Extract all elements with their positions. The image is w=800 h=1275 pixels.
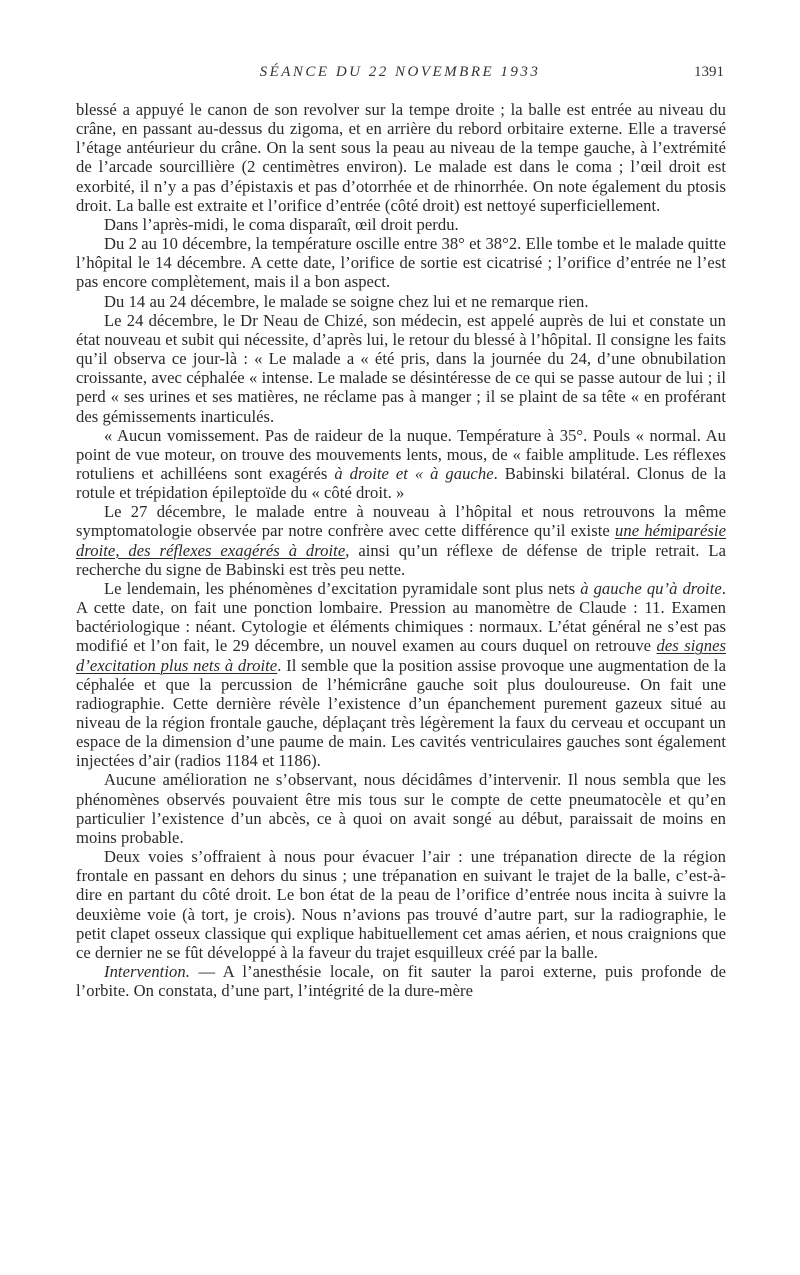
paragraph-text: — A l’anesthésie locale, on fit sauter la paroi externe, puis profonde de l’orbite. On constata, d’une part, l’intégrité de la dure-mère (76, 962, 726, 1001)
paragraph-text: Aucune amélioration ne s’observant, nous décidâmes d’intervenir. Il nous sembla que les phénomènes observés pouvaient être mis tous sur le compte de cette pneumatocèle et qu’en particulier l’existence d’un abcès, ce à quoi on avait songé au début, paraissait de moins en moins probable. (76, 770, 726, 847)
page-number: 1391 (694, 64, 724, 80)
paragraph-text: Le 27 décembre, le malade entre à nouveau à l’hôpital et nous retrouvons la même symptomatologie observée par notre confrère avec cette différence qu’il existe (76, 502, 726, 541)
paragraph (76, 579, 726, 771)
quoted-paragraph (76, 426, 726, 503)
paragraph-text: Le lendemain, les phénomènes d’excitation pyramidale sont plus nets (104, 578, 581, 598)
paragraph (76, 292, 726, 311)
paragraph-text: blessé a appuyé le canon de son revolver sur la tempe droite ; la balle est entrée au niveau du crâne, en passant au-dessus du zigoma, et en arrière du rebord orbitaire externe. Elle a traversé l’étage antéurieur du crâne. On la sent sous la peau au niveau de la tempe gauche, à l’extrémité de l’arcade sourcillière (2 centimètres environ). Le malade est dans le coma ; l’œil droit est exorbité, il n’y a pas d’épistaxis et pas d’otorrhée et de rhinorrhée. On note également du ptosis droit. La balle est extraite et l’orifice d’entrée (côté droit) est nettoyé superficiellement. (76, 100, 726, 215)
emphasis-text: une hémiparésie droite, des réflexes exagérés à droite (76, 521, 726, 560)
paragraph-text: « Aucun vomissement. Pas de raideur de la nuque. Température à 35°. Pouls « normal. Au point de vue moteur, on trouve des mouvements lents, mous, de « faible amplitude. Les réflexes rotuliens et achilléens sont exagérés (76, 425, 726, 483)
paragraph (76, 234, 726, 291)
paragraph (76, 502, 726, 579)
paragraph-text: Du 14 au 24 décembre, le malade se soigne chez lui et ne remarque rien. (104, 291, 589, 311)
paragraph-text: . A cette date, on fait une ponction lombaire. Pression au manomètre de Claude : 11. Examen bactériologique : néant. Cytologie et éléments chimiques : normaux. L’état général ne s’est pas modifié et l’on fait, le 29 décembre, un nouvel examen au cours duquel on retrouve (76, 578, 726, 656)
paragraph-text: . Il semble que la position assise provoque une augmentation de la céphalée et que la percussion de l’hémicrâne gauche soit plus douloureuse. On fait une radiographie. Cette dernière révèle l’existence d’un épanchement purement gazeux situé au niveau de la région frontale gauche, déplaçant très légèrement la faux du cerveau et occupant un espace de la dimension d’une paume de main. Les cavités ventriculaires gauches sont également injectées d’air (radios 1184 et 1186). (76, 655, 726, 771)
paragraph-text: Du 2 au 10 décembre, la température oscille entre 38° et 38°2. Elle tombe et le malade quitte l’hôpital le 14 décembre. A cette date, l’orifice de sortie est cicatrisé ; l’orifice d’entrée ne l’est pas encore complètement, mais il a bon aspect. (76, 234, 726, 292)
paragraph-text: , ainsi qu’un réflexe de défense de triple retrait. La recherche du signe de Babinski est très peu nette. (76, 540, 726, 579)
emphasis-text: des signes d’excitation plus nets à droite (76, 636, 726, 675)
section-label: Intervention. (104, 962, 190, 982)
paragraph (76, 962, 726, 1000)
paragraph (76, 847, 726, 962)
paragraph-text: . Babinski bilatéral. Clonus de la rotule et trépidation épileptoïde du « côté droit. » (76, 463, 726, 503)
paragraph (76, 770, 726, 847)
running-head (76, 64, 724, 84)
emphasis-text: à gauche qu’à droite (580, 578, 722, 598)
article-body (76, 100, 726, 1000)
paragraph (76, 311, 726, 426)
emphasis-text: à droite et « à gauche (334, 463, 494, 483)
paragraph-text: Dans l’après-midi, le coma disparaît, œil droit perdu. (104, 214, 459, 234)
paragraph (76, 215, 726, 234)
paragraph-text: Deux voies s’offraient à nous pour évacuer l’air : une trépanation directe de la région frontale en passant en dehors du sinus ; une trépanation en suivant le trajet de la balle, c’est-à-dire en partant du côté droit. Le bon état de la peau de l’orifice d’entrée nous incita à suivre la deuxième voie (à tort, je crois). Nous n’avions pas trouvé d’autre part, sur la radiographie, le petit clapet osseux classique qui explique habituellement cet amas aérien, et nous craignions que ce dernier ne se fût développé à la faveur du trajet esquilleux créé par la balle. (76, 847, 726, 962)
running-title: SÉANCE DU 22 NOVEMBRE 1933 (259, 64, 541, 80)
paragraph-text: Le 24 décembre, le Dr Neau de Chizé, son médecin, est appelé auprès de lui et constate un état nouveau et subit qui nécessite, d’après lui, le retour du blessé à l’hôpital. Il consigne les faits qu’il observa ce jour-là : « Le malade a « été pris, dans la journée du 24, d’une obnubilation croissante, avec céphalée « intense. Le malade se désintéresse de ce qui se passe autour de lui ; il perd « ses urines et ses matières, ne réclame pas à manger ; il se plaint de sa tête « en proférant des gémissements inarticulés. (76, 310, 726, 426)
paragraph-continued (76, 100, 726, 215)
